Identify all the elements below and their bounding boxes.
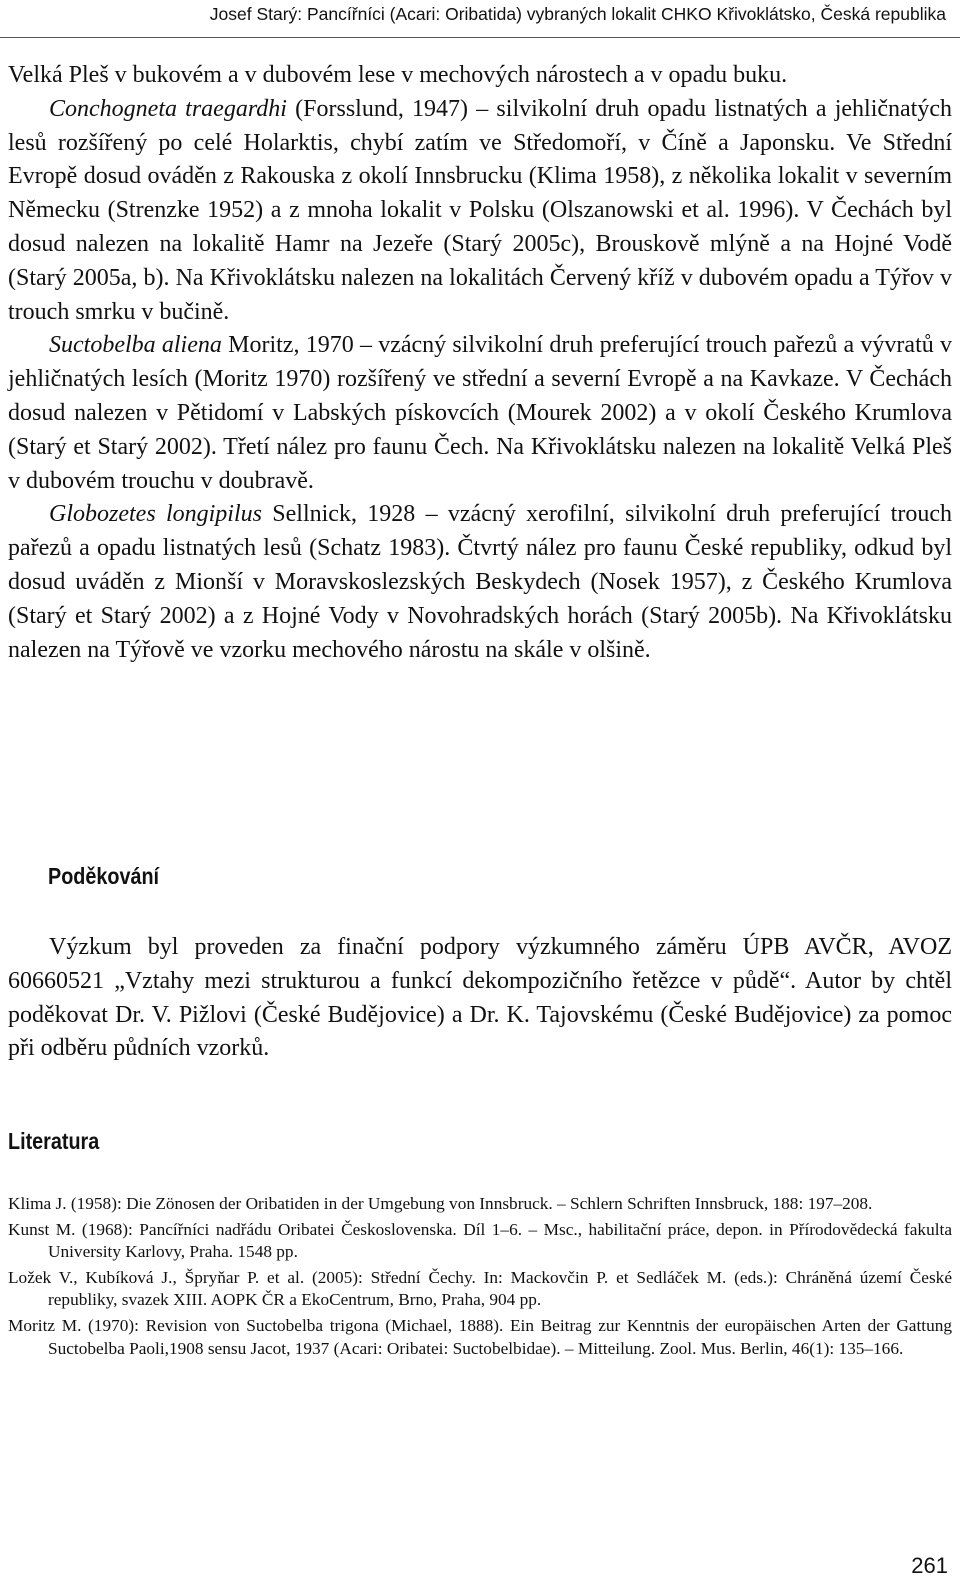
page-number: 261 (911, 1553, 948, 1578)
paragraph-globozetes (8, 498, 952, 667)
reference-item: Ložek V., Kubíková J., Špryňar P. et al. (2005): Střední Čechy. In: Mackovčin P. et Sedláček M. (eds.): Chráněná území České republiky, svazek XIII. AOPK ČR a EkoCentrum, Brno, Praha, 904 pp. (8, 1268, 952, 1310)
running-header: Josef Starý: Pancířníci (Acari: Oribatida) vybraných lokalit CHKO Křivoklátsko, Česká republika (209, 4, 946, 24)
species-name: Suctobelba aliena (49, 332, 222, 359)
species-notes (8, 59, 952, 667)
paragraph-conchogneta (8, 93, 952, 330)
acknowledgements-section (8, 931, 952, 1066)
header-divider (0, 37, 960, 38)
acknowledgements-text: Výzkum byl proveden za finační podpory výzkumného záměru ÚPB AVČR, AVOZ 60660521 „Vztahy mezi strukturou a funkcí dekompozičního řetězce v půdě“. Autor by chtěl poděkovat Dr. V. Pižlovi (České Budějovice) a Dr. K. Tajovskému (České Budějovice) za pomoc při odběru půdních vzorků. (8, 934, 952, 1062)
reference-item: Kunst M. (1968): Pancířníci nadřádu Oribatei Československa. Díl 1–6. – Msc., habilitační práce, depon. in Přírodovědecká fakulta University Karlovy, Praha. 1548 pp. (8, 1219, 952, 1262)
literature-heading: Literatura (8, 1128, 100, 1154)
acknowledgements-heading: Poděkování (48, 863, 160, 889)
reference-item: Moritz M. (1970): Revision von Suctobelba trigona (Michael, 1888). Ein Beitrag zur Kenntnis der europäischen Arten der Gattung Suctobelba Paoli,1908 sensu Jacot, 1937 (Acari: Oribatei: Suctobelbidae). – Mitteilung. Zool. Mus. Berlin, 46(1): 135–166. (8, 1316, 952, 1358)
reference-list (8, 1193, 952, 1363)
species-name: Globozetes longipilus (49, 501, 262, 528)
paragraph-text: Moritz, 1970 – vzácný silvikolní druh preferující trouch pařezů a vývratů v jehličnatých lesích (Moritz 1970) rozšířený ve střední a severní Evropě a na Kavkaze. V Čechách dosud nalezen v Pětidomí v Labských pískovcích (Mourek 2002) a v okolí Českého Krumlova (Starý et Starý 2002). Třetí nález pro faunu Čech. Na Křivoklátsku nalezen na lokalitě Velká Pleš v dubovém trouchu v doubravě. (8, 332, 952, 494)
paragraph-text: (Forsslund, 1947) – silvikolní druh opadu listnatých a jehličnatých lesů rozšířený po celé Holarktis, chybí zatím ve Středomoří, v Číně a Japonsku. Ve Střední Evropě dosud ováděn z Rakouska z okolí Innsbrucku (Klima 1958), z několika lokalit v severním Německu (Strenzke 1952) a z mnoha lokalit v Polsku (Olszanowski et al. 1996). V Čechách byl dosud nalezen na lokalitě Hamr na Jezeře (Starý 2005c), Brouskově mlýně a na Hojné Vodě (Starý 2005a, b). Na Křivoklátsku nalezen na lokalitách Červený kříž v dubovém opadu a Týřov v trouch smrku v bučině. (8, 95, 953, 325)
reference-item: Klima J. (1958): Die Zönosen der Oribatiden in der Umgebung von Innsbruck. – Schlern Schriften Innsbruck, 188: 197–208. (8, 1194, 873, 1213)
species-name: Conchogneta traegardhi (49, 95, 287, 122)
paragraph-suctobelba (8, 329, 952, 498)
paragraph-continuation: Velká Pleš v bukovém a v dubovém lese v mechových nárostech a v opadu buku. (8, 62, 788, 88)
paragraph-text: Sellnick, 1928 – vzácný xerofilní, silvikolní druh preferující trouch pařezů a opadu listnatých lesů (Schatz 1983). Čtvrtý nález pro faunu České republiky, odkud byl dosud uváděn z Mionší v Moravskoslezských Beskydech (Nosek 1957), z Českého Krumlova (Starý et Starý 2002) a z Hojné Vody v Novohradských horách (Starý 2005b). Na Křivoklátsku nalezen na Týřově ve vzorku mechového nárostu na skále v olšině. (8, 501, 952, 663)
